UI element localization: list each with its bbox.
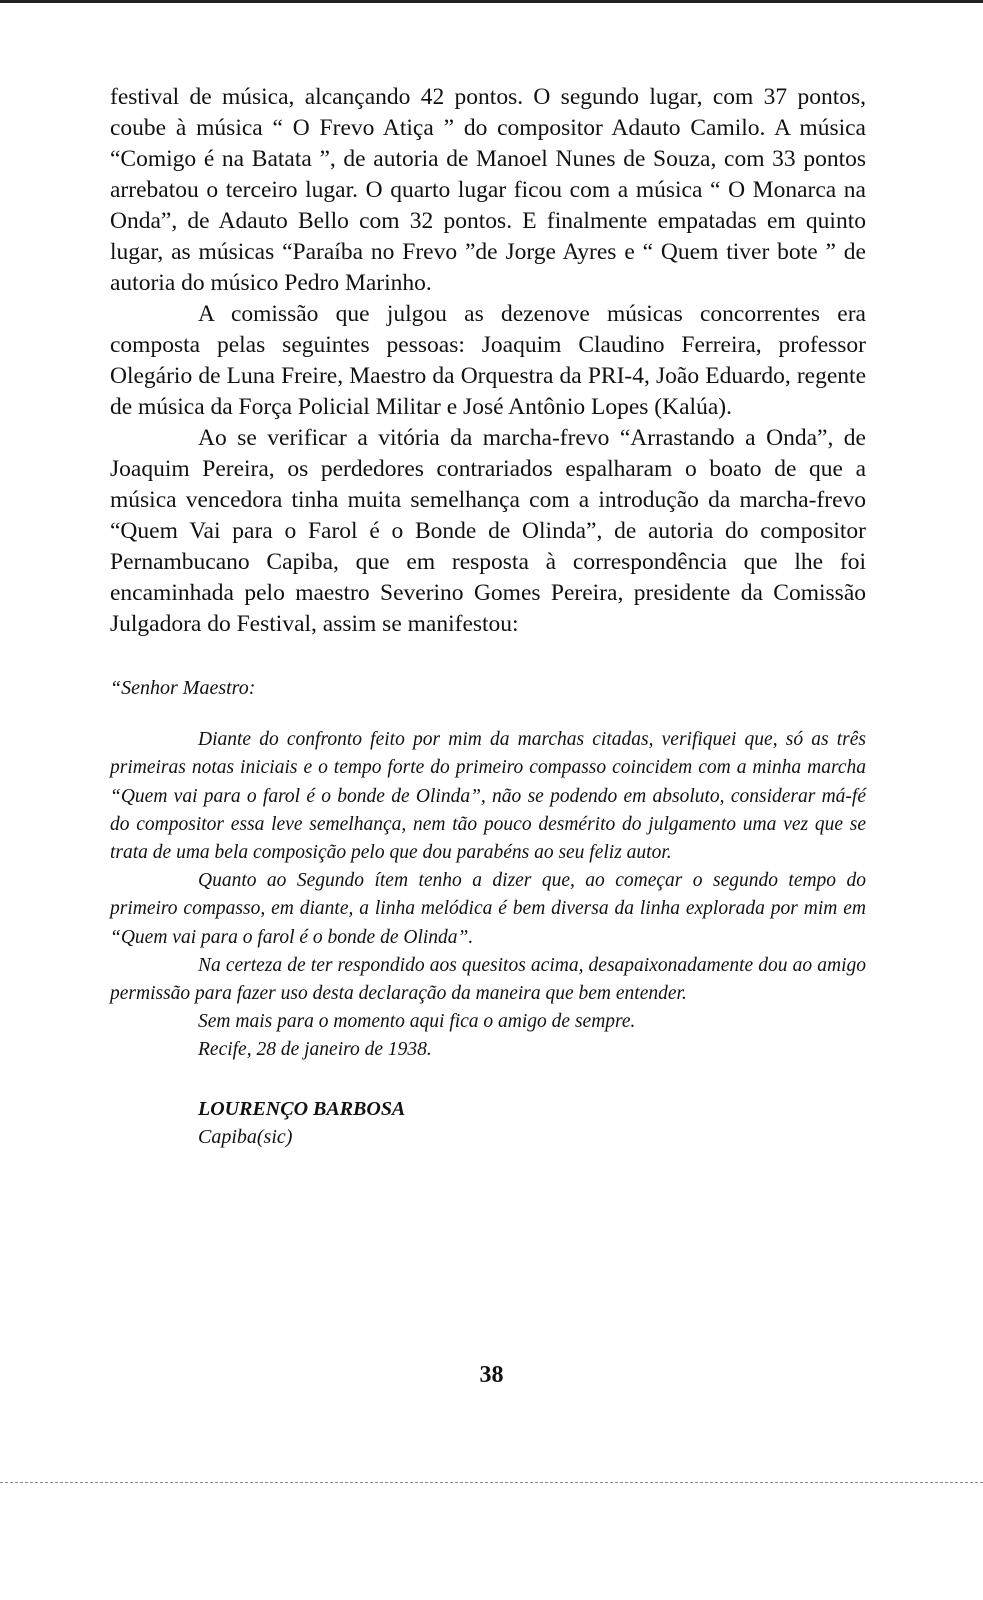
bottom-dashed-rule xyxy=(0,1482,983,1483)
letter-paragraph: Quanto ao Segundo ítem tenho a dizer que, ao começar o segundo tempo do primeiro compasso, em diante, a linha melódica é bem diversa da linha explorada por mim em “Quem vai para o farol é o bonde de Olinda”. xyxy=(110,870,866,948)
letter-paragraph: Diante do confronto feito por mim da marchas citadas, verifiquei que, só as três primeiras notas iniciais e o tempo forte do primeiro compasso coincidem com a minha marcha “Quem vai para o farol é o bonde de Olinda”, não se podendo em absoluto, considerar má-fé do compositor essa leve semelhança, nem tão pouco desmérito do julgamento uma vez que se trata de uma bela composição pelo que dou parabéns ao seu feliz autor. xyxy=(110,729,866,864)
body-text xyxy=(110,82,866,640)
signature-block xyxy=(110,1095,866,1151)
paragraph-jury-commission: A comissão que julgou as dezenove músicas concorrentes era composta pelas seguintes pessoas: Joaquim Claudino Ferreira, professor Olegário de Luna Freire, Maestro da Orquestra da PRI-4, João Eduardo, regente de música da Força Policial Militar e José Antônio Lopes (Kalúa). xyxy=(110,301,866,420)
letter-salutation: “Senhor Maestro: xyxy=(110,677,256,699)
page-content xyxy=(110,82,866,1151)
letter-closing: Sem mais para o momento aqui fica o amigo de sempre. xyxy=(198,1011,636,1033)
top-border-rule xyxy=(0,0,983,3)
letter-place-date: Recife, 28 de janeiro de 1938. xyxy=(198,1039,432,1061)
quoted-letter xyxy=(110,674,866,1065)
signature-alias: Capiba(sic) xyxy=(198,1125,293,1148)
page-number: 38 xyxy=(479,1362,504,1388)
signature-name: LOURENÇO BARBOSA xyxy=(198,1097,406,1120)
paragraph-controversy: Ao se verificar a vitória da marcha-frevo “Arrastando a Onda”, de Joaquim Pereira, os perdedores contrariados espalharam o boato de que a música vencedora tinha muita semelhança com a introdução da marcha-frevo “Quem Vai para o Farol é o Bonde de Olinda”, de autoria do compositor Pernambucano Capiba, que em resposta à correspondência que lhe foi encaminhada pelo maestro Severino Gomes Pereira, presidente da Comissão Julgadora do Festival, assim se manifestou: xyxy=(110,425,866,637)
paragraph-festival-results: festival de música, alcançando 42 pontos. O segundo lugar, com 37 pontos, coube à música “ O Frevo Atiça ” do compositor Adauto Camilo. A música “Comigo é na Batata ”, de autoria de Manoel Nunes de Souza, com 33 pontos arrebatou o terceiro lugar. O quarto lugar ficou com a música “ O Monarca na Onda”, de Adauto Bello com 32 pontos. E finalmente empatadas em quinto lugar, as músicas “Paraíba no Frevo ”de Jorge Ayres e “ Quem tiver bote ” de autoria do músico Pedro Marinho. xyxy=(110,84,866,296)
letter-paragraph: Na certeza de ter respondido aos quesitos acima, desapaixonadamente dou ao amigo permissão para fazer uso desta declaração da maneira que bem entender. xyxy=(110,954,866,1005)
